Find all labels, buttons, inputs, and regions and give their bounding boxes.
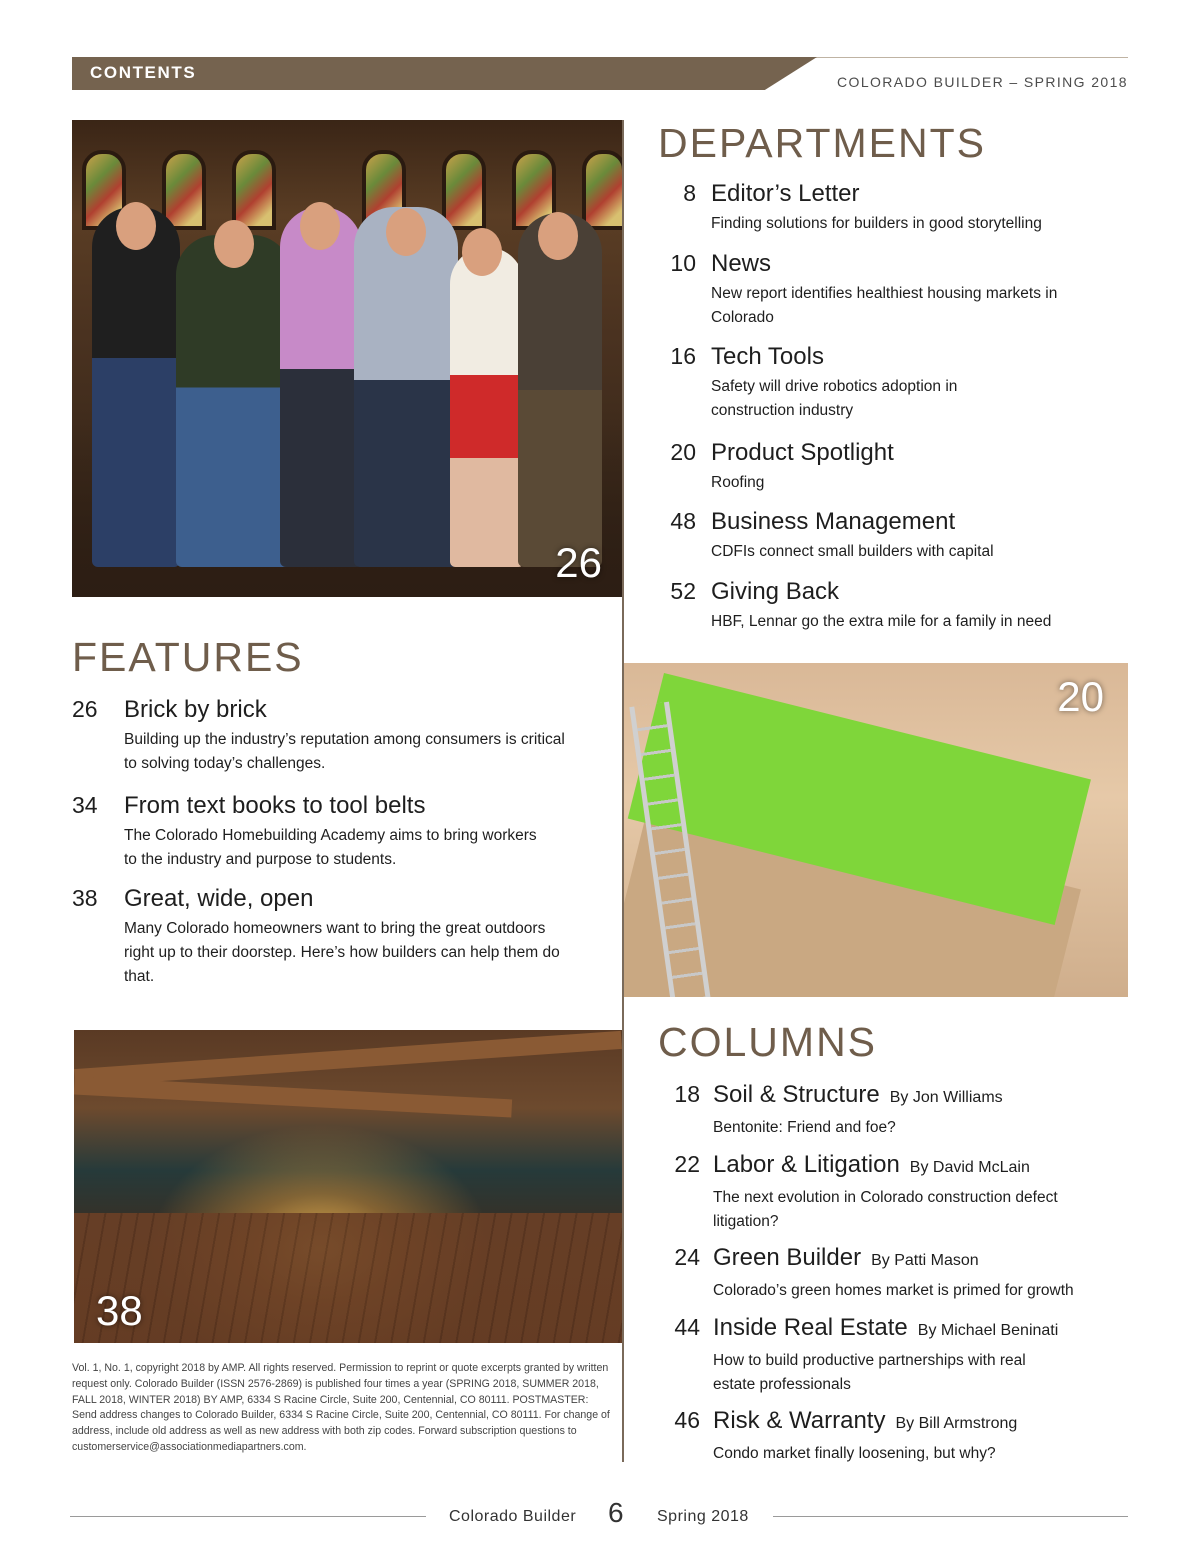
entry-desc: Finding solutions for builders in good storytelling <box>711 215 1042 232</box>
footer-issue: Spring 2018 <box>657 1508 749 1525</box>
department-entry <box>670 343 1031 423</box>
entry-page: 22 <box>674 1151 700 1177</box>
entry-title: Great, wide, open <box>124 885 314 912</box>
departments-heading: DEPARTMENTS <box>658 120 987 166</box>
person-head <box>538 212 578 260</box>
entry-desc: The next evolution in Colorado construction defect litigation? <box>713 1189 1058 1230</box>
issue-label: COLORADO BUILDER – SPRING 2018 <box>837 74 1128 90</box>
photo-page-ref: 20 <box>1057 673 1104 720</box>
person-head <box>462 228 502 276</box>
entry-byline: By Jon Williams <box>889 1089 1003 1106</box>
department-entry <box>670 250 1101 330</box>
person <box>518 213 602 567</box>
entry-desc: CDFIs connect small builders with capital <box>711 543 994 560</box>
deck-floor <box>74 1213 622 1343</box>
entry-page: 52 <box>670 578 696 604</box>
footer-publication: Colorado Builder <box>449 1508 577 1525</box>
entry-byline: By Michael Beninati <box>917 1322 1059 1339</box>
department-entry <box>670 508 1121 564</box>
entry-page: 24 <box>674 1244 700 1270</box>
entry-desc: Building up the industry’s reputation among consumers is critical to solving today’s challenges. <box>124 731 565 772</box>
entry-title: Soil & Structure <box>713 1081 880 1108</box>
pergola-beam <box>74 1031 622 1087</box>
feature-entry <box>72 885 574 989</box>
entry-page: 20 <box>670 439 696 465</box>
entry-title: News <box>711 250 772 277</box>
entry-byline: By David McLain <box>909 1159 1030 1176</box>
entry-title: Tech Tools <box>711 343 824 370</box>
columns-heading: COLUMNS <box>658 1019 878 1065</box>
publication-fine-print: Vol. 1, No. 1, copyright 2018 by AMP. All rights reserved. Permission to reprint or quote excerpts granted by written request only. Colorado Builder (ISSN 2576-2869) is published four times a year (SPRING 2018, SUMMER 2018, FALL 2018, WINTER 2018) BY AMP, 6334 S Racine Circle, Suite 200, Centennial, CO 80111. POSTMASTER: Send address changes to Colorado Builder, 6334 S Racine Circle, Suite 200, Centennial, CO 80111. For change of address, include old address as well as new address with both zip codes. Forward subscription questions to customerservice@associationmediapartners.com. <box>72 1362 610 1453</box>
department-entry <box>683 180 1121 236</box>
entry-desc: The Colorado Homebuilding Academy aims to bring workers to the industry and purpose to students. <box>124 827 537 868</box>
stained-glass-window <box>232 150 276 230</box>
contents-label: CONTENTS <box>90 63 197 82</box>
person <box>354 207 458 567</box>
entry-title: Product Spotlight <box>711 439 894 466</box>
entry-page: 8 <box>683 180 696 206</box>
footer-rule-left <box>70 1516 426 1517</box>
entry-page: 46 <box>674 1407 700 1433</box>
entry-byline: By Bill Armstrong <box>895 1415 1018 1432</box>
person <box>92 207 180 567</box>
entry-desc: Many Colorado homeowners want to bring the great outdoors right up to their doorstep. Here’s how builders can help them do that. <box>124 920 560 985</box>
department-entry <box>670 578 1121 634</box>
entry-desc: Safety will drive robotics adoption in construction industry <box>711 378 958 419</box>
entry-byline: By Patti Mason <box>871 1252 979 1269</box>
column-entry <box>674 1244 1128 1303</box>
entry-page: 10 <box>670 250 696 276</box>
entry-title: Editor’s Letter <box>711 180 860 207</box>
person <box>450 247 524 567</box>
stained-glass-window <box>582 150 622 230</box>
photo-page-ref: 38 <box>96 1287 143 1334</box>
entry-title: Green Builder <box>713 1244 862 1271</box>
entry-desc: Colorado’s green homes market is primed for growth <box>713 1282 1074 1299</box>
footer-rule-right <box>773 1516 1128 1517</box>
person-head <box>300 202 340 250</box>
entry-desc: Condo market finally loosening, but why? <box>713 1445 996 1462</box>
entry-page: 16 <box>670 343 696 369</box>
entry-title: Inside Real Estate <box>713 1314 908 1341</box>
entry-page: 18 <box>674 1081 700 1107</box>
entry-page: 48 <box>670 508 696 534</box>
column-entry <box>674 1407 1128 1466</box>
person-head <box>214 220 254 268</box>
footer-page-number: 6 <box>608 1497 624 1528</box>
features-heading: FEATURES <box>72 634 304 680</box>
feature-photo-deck <box>74 1030 622 1343</box>
person <box>280 207 362 567</box>
entry-title: Risk & Warranty <box>713 1407 886 1434</box>
entry-title: Brick by brick <box>124 696 267 723</box>
entry-page: 44 <box>674 1314 700 1340</box>
entry-page: 26 <box>72 696 98 722</box>
entry-title: From text books to tool belts <box>124 792 426 819</box>
entry-desc: How to build productive partnerships with real estate professionals <box>713 1352 1026 1393</box>
entry-title: Business Management <box>711 508 956 535</box>
entry-desc: HBF, Lennar go the extra mile for a family in need <box>711 613 1052 630</box>
person-head <box>386 208 426 256</box>
column-entry <box>674 1151 1073 1234</box>
entry-title: Giving Back <box>711 578 840 605</box>
column-entry <box>674 1314 1059 1397</box>
entry-desc: Roofing <box>711 474 765 491</box>
feature-photo-roofing <box>624 663 1128 997</box>
entry-page: 34 <box>72 792 98 818</box>
entry-desc: New report identifies healthiest housing markets in Colorado <box>711 285 1058 326</box>
feature-entry <box>72 696 574 776</box>
entry-desc: Bentonite: Friend and foe? <box>713 1119 896 1136</box>
stained-glass-window <box>162 150 206 230</box>
pergola-beam <box>74 1077 513 1118</box>
feature-photo-group <box>72 120 622 597</box>
stained-glass-window <box>442 150 486 230</box>
feature-entry <box>72 792 544 872</box>
photo-page-ref: 26 <box>555 539 602 586</box>
entry-page: 38 <box>72 885 98 911</box>
column-entry <box>674 1081 1128 1140</box>
department-entry <box>670 439 1121 495</box>
person-head <box>116 202 156 250</box>
person <box>176 235 292 567</box>
entry-title: Labor & Litigation <box>713 1151 900 1178</box>
header-rule <box>812 57 1128 58</box>
